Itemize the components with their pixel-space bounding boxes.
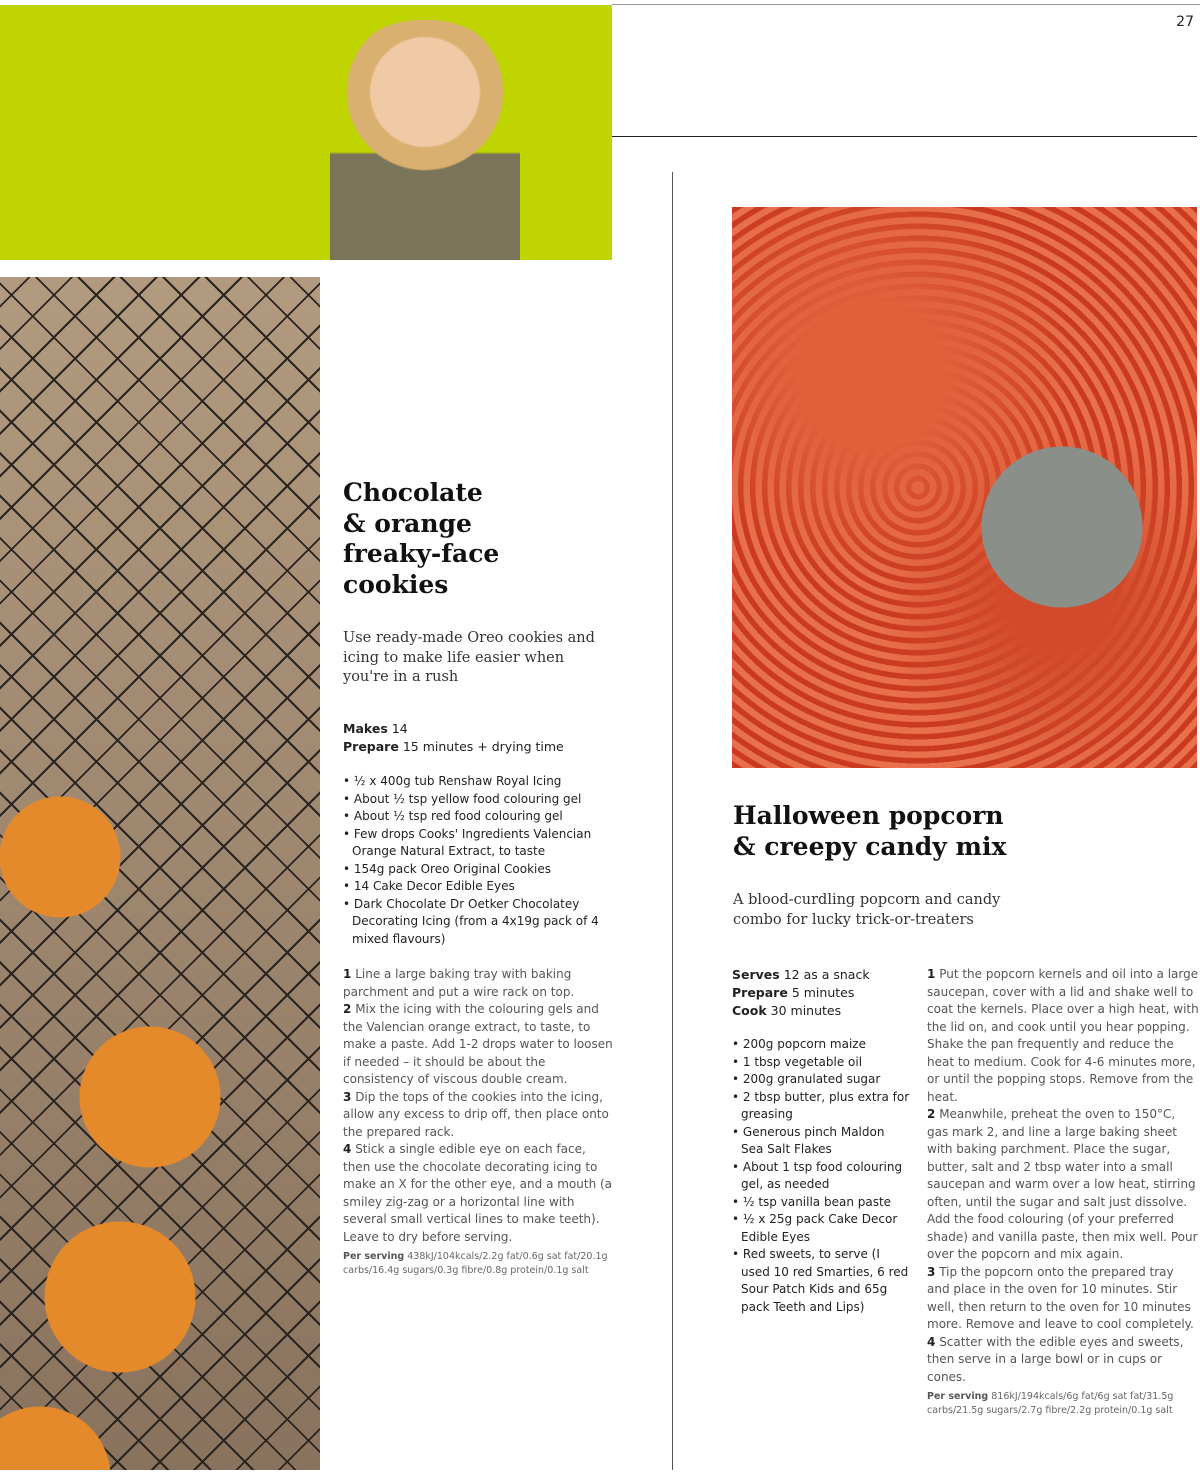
ingredient: • 200g granulated sugar — [732, 1071, 910, 1089]
page-number: 27 — [1176, 14, 1194, 30]
ingredient: • 1 tbsp vegetable oil — [732, 1054, 910, 1072]
step: 1 Line a large baking tray with baking parchment and put a wire rack on top. — [343, 967, 575, 999]
step: 4 Scatter with the edible eyes and sweets, then serve in a large bowl or in cups or cones. — [927, 1334, 1184, 1384]
ingredient: • 2 tbsp butter, plus extra for greasing — [732, 1089, 910, 1124]
ingredient: • Few drops Cooks' Ingredients Valencian Orange Natural Extract, to taste — [343, 826, 613, 861]
recipe1-ingredients — [343, 773, 613, 948]
recipe2-subtitle: A blood-curdling popcorn and candy combo for lucky trick-or-treaters — [733, 892, 1001, 928]
title-line: & creepy candy mix — [733, 831, 1007, 861]
recipe2-title — [733, 801, 1006, 862]
nutrition-info: Per serving 438kJ/104kcals/2.2g fat/0.6g sat fat/20.1g carbs/16.4g sugars/0.3g fibre/0.8g protein/0.1g salt — [343, 1251, 608, 1276]
ingredient: • 14 Cake Decor Edible Eyes — [343, 878, 613, 896]
recipe2-meta: Serves 12 as a snack Prepare 5 minutes Cook 30 minutes — [732, 967, 870, 1018]
ingredient: • Red sweets, to serve (I used 10 red Smarties, 6 red Sour Patch Kids and 65g pack Teeth and Lips) — [732, 1246, 910, 1316]
step: 3 Tip the popcorn onto the prepared tray and place in the oven for 10 minutes. Stir well, then return to the oven for 10 minutes more. Remove and leave to cool completely. — [927, 1264, 1194, 1331]
ingredient: • Dark Chocolate Dr Oetker Chocolatey Decorating Icing (from a 4x19g pack of 4 mixed flavours) — [343, 896, 613, 949]
ingredient: • About ½ tsp yellow food colouring gel — [343, 791, 613, 809]
ingredient: • 200g popcorn maize — [732, 1036, 910, 1054]
title-line: freaky-face — [343, 539, 500, 568]
prepare-label: Prepare — [343, 739, 399, 754]
ingredient: • ½ x 400g tub Renshaw Royal Icing — [343, 773, 613, 791]
nutrition-info: Per serving 816kJ/194kcals/6g fat/6g sat fat/31.5g carbs/21.5g sugars/2.7g fibre/2.2g protein/0.1g salt — [927, 1391, 1174, 1416]
step: 3 Dip the tops of the cookies into the icing, allow any excess to drip off, then place onto the prepared rack. — [343, 1089, 609, 1139]
ingredient: • ½ x 25g pack Cake Decor Edible Eyes — [732, 1211, 910, 1246]
ingredient: • 154g pack Oreo Original Cookies — [343, 861, 613, 879]
author-portrait — [330, 20, 520, 260]
column-divider — [672, 172, 673, 1470]
step: 2 Mix the icing with the colouring gels and the Valencian orange extract, to taste, to make a paste. Add 1-2 drops water to loosen if needed – it should be about the consistency of viscous double cream. — [343, 1002, 613, 1086]
step: 4 Stick a single edible eye on each face, then use the chocolate decorating icing to make an X for the other eye, and a mouth (a smiley zig-zag or a horizontal line with several small vertical lines to make teeth). Leave to dry before serving. — [343, 1142, 613, 1244]
author-banner — [0, 5, 612, 260]
ingredient: • About 1 tsp food colouring gel, as needed — [732, 1159, 910, 1194]
prepare-value: 15 minutes + drying time — [402, 739, 564, 754]
divider — [612, 4, 1200, 5]
title-line: & orange — [343, 508, 472, 538]
recipe1-meta — [343, 720, 564, 756]
title-line: Chocolate — [343, 478, 483, 507]
title-line: Halloween popcorn — [733, 801, 1004, 830]
recipe2-method — [927, 966, 1199, 1418]
recipe1-title — [343, 478, 499, 600]
title-line: cookies — [343, 569, 449, 599]
divider — [612, 136, 1197, 137]
ingredient: • About ½ tsp red food colouring gel — [343, 808, 613, 826]
makes-value: 14 — [391, 721, 408, 736]
step: 2 Meanwhile, preheat the oven to 150°C, gas mark 2, and line a large baking sheet with baking parchment. Place the sugar, butter, salt and 2 tbsp water into a small saucepan and warm over a low heat, stirring often, until the sugar and salt just dissolve. Add the food colouring (of your preferred shade) and vanilla paste, then mix well. Pour over the popcorn and mix again. — [927, 1107, 1198, 1261]
cookies-photo — [0, 277, 320, 1470]
popcorn-photo — [732, 207, 1197, 768]
step: 1 Put the popcorn kernels and oil into a large saucepan, cover with a lid and shake well to coat the kernels. Place over a high heat, with the lid on, and cook until you hear popping. Shake the pan frequently and reduce the heat to medium. Cook for 4-6 minutes more, or until the popping stops. Remove from the heat. — [927, 967, 1199, 1104]
recipe1-subtitle: Use ready-made Oreo cookies and icing to make life easier when you're in a rush — [343, 630, 595, 685]
recipe1-method — [343, 966, 615, 1278]
ingredient: • ½ tsp vanilla bean paste — [732, 1194, 910, 1212]
makes-label: Makes — [343, 721, 388, 736]
ingredient: • Generous pinch Maldon Sea Salt Flakes — [732, 1124, 910, 1159]
recipe2-ingredients — [732, 1036, 910, 1316]
